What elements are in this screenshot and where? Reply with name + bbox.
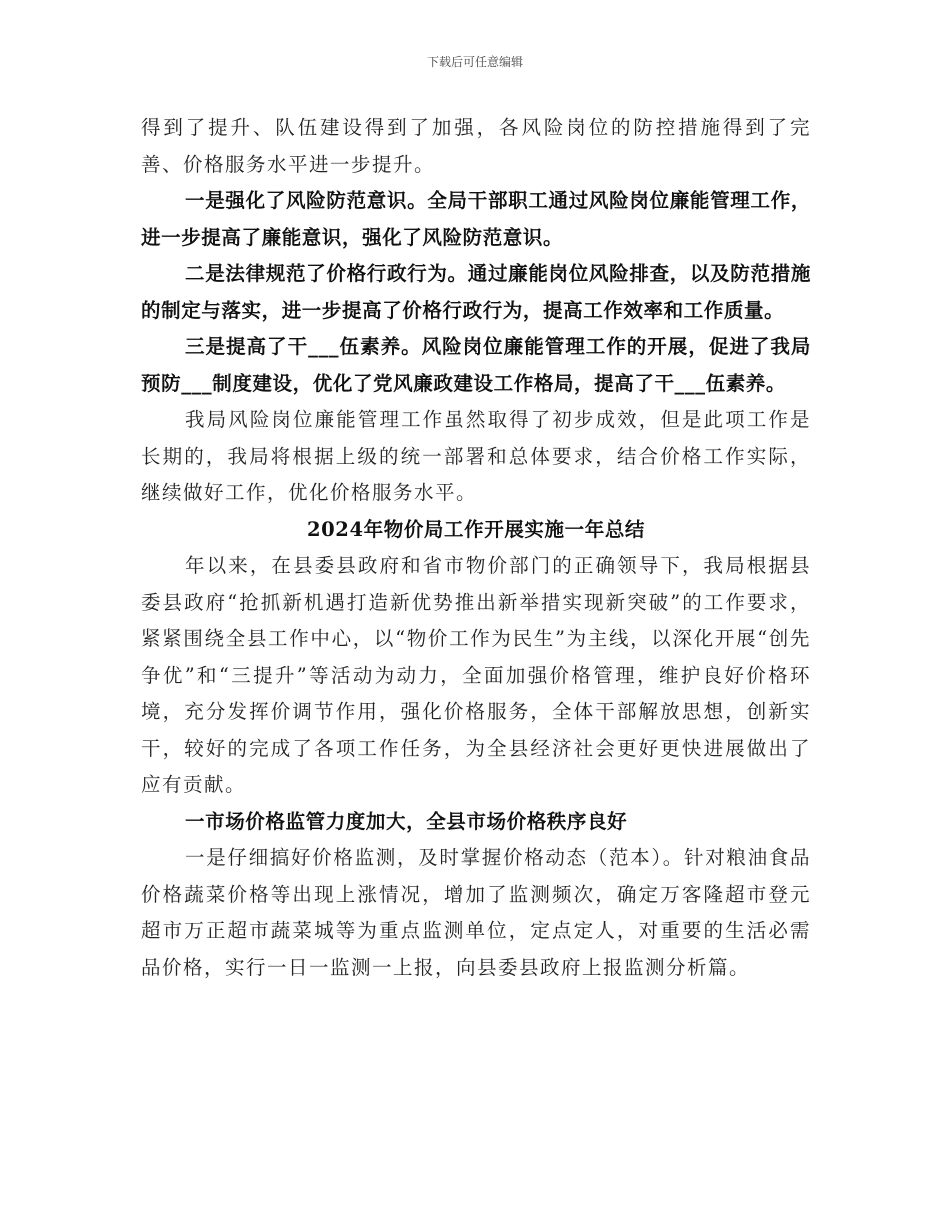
document-body xyxy=(141,110,811,986)
page-header: 下载后可任意编辑 xyxy=(426,55,523,69)
paragraph-monitoring: 一是仔细搞好价格监测，及时掌握价格动态（范本）。针对粮油食品价格蔬菜价格等出现上涨情况，增加了监测频次，确定万客隆超市登元超市万正超市蔬菜城等为重点监测单位，定点定人，对重要的生活必需品价格，实行一日一监测一上报，向县委县政府上报监测分析篇。 xyxy=(141,846,811,979)
paragraph-conclusion: 我局风险岗位廉能管理工作虽然取得了初步成效，但是此项工作是长期的，我局将根据上级的统一部署和总体要求，结合价格工作实际，继续做好工作，优化价格服务水平。 xyxy=(141,408,811,504)
section-title: 2024年物价局工作开展实施一年总结 xyxy=(306,517,646,541)
paragraph-continuation: 得到了提升、队伍建设得到了加强，各风险岗位的防控措施得到了完善、价格服务水平进一步提升。 xyxy=(141,116,811,176)
paragraph-point-two: 二是法律规范了价格行政行为。通过廉能岗位风险排查，以及防范措施的制定与落实，进一步提高了价格行政行为，提高工作效率和工作质量。 xyxy=(141,262,811,322)
paragraph-point-one: 一是强化了风险防范意识。全局干部职工通过风险岗位廉能管理工作，进一步提高了廉能意识，强化了风险防范意识。 xyxy=(141,189,811,249)
section-heading: 一市场价格监管力度加大，全县市场价格秩序良好 xyxy=(185,809,628,833)
paragraph-intro: 年以来，在县委县政府和省市物价部门的正确领导下，我局根据县委县政府“抢抓新机遇打造新优势推出新举措实现新突破”的工作要求，紧紧围绕全县工作中心，以“物价工作为民生”为主线，以深化开展“创先争优”和“三提升”等活动为动力，全面加强价格管理，维护良好价格环境，充分发挥价调节作用，强化价格服务，全体干部解放思想，创新实干，较好的完成了各项工作任务，为全县经济社会更好更快进展做出了应有贡献。 xyxy=(141,554,811,796)
paragraph-point-three: 三是提高了干___伍素养。风险岗位廉能管理工作的开展，促进了我局预防___制度建设，优化了党风廉政建设工作格局，提高了干___伍素养。 xyxy=(141,335,811,395)
